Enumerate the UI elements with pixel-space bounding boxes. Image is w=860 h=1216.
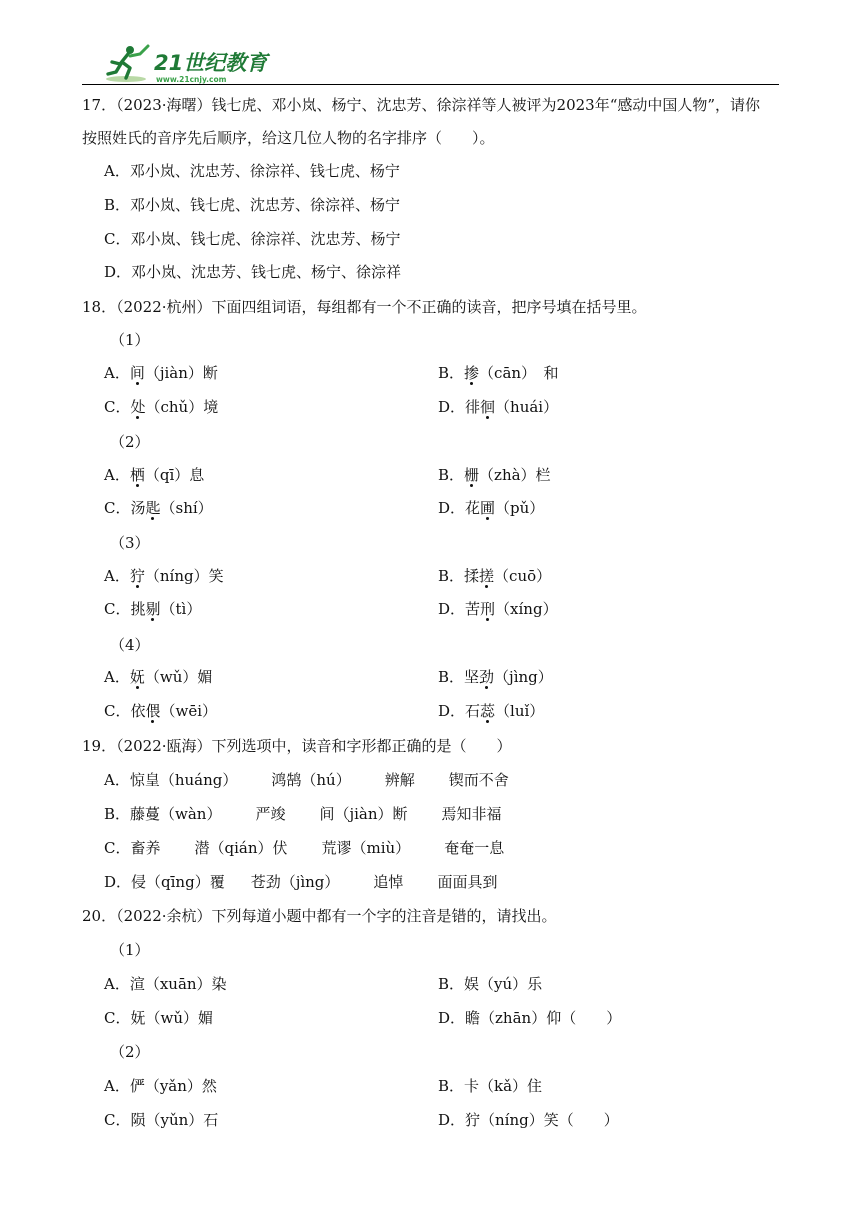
emphasis-dot-char: 搓 <box>479 567 495 585</box>
q17-option-c: C．邓小岚、钱七虎、徐淙祥、沈忠芳、杨宁 <box>104 230 401 248</box>
q18-g4-option-b: B．坚劲（jìng） <box>438 668 553 686</box>
q19-stem: 19．（2022·瓯海）下列选项中，读音和字形都正确的是（ ） <box>82 737 512 755</box>
q20-g1-option-a: A．渲（xuān）染 <box>104 975 227 993</box>
q20-group1-label: （1） <box>110 941 150 959</box>
q18-g1-option-a: A．间（jiàn）断 <box>104 364 218 382</box>
emphasis-dot-char: 劲 <box>479 668 495 686</box>
emphasis-dot-char: 处 <box>130 398 146 416</box>
q19-option-a: A．惊皇（huáng） 鸿鹄（hú） 辨解 锲而不舍 <box>104 771 509 789</box>
q18-group2-label: （2） <box>110 433 150 451</box>
q20-g2-option-d: D．狞（níng）笑（ ） <box>438 1111 619 1129</box>
emphasis-dot-char: 妩 <box>129 668 145 686</box>
q17-option-a: A．邓小岚、沈忠芳、徐淙祥、钱七虎、杨宁 <box>104 162 400 180</box>
q18-g4-option-c: C．依偎（wēi） <box>104 702 218 720</box>
q20-g2-option-b: B．卡（kǎ）住 <box>438 1077 543 1095</box>
emphasis-dot-char: 蕊 <box>480 702 496 720</box>
q20-g2-option-c: C．陨（yǔn）石 <box>104 1111 219 1129</box>
q18-g3-option-b: B．揉搓（cuō） <box>438 567 552 585</box>
q18-g1-option-c: C．处（chǔ）境 <box>104 398 219 416</box>
emphasis-dot-char: 偎 <box>145 702 161 720</box>
logo-brand-text: 21世纪教育 <box>154 51 268 75</box>
q20-g1-option-c: C．妩（wǔ）媚 <box>104 1009 213 1027</box>
q20-g2-option-a: A．俨（yǎn）然 <box>104 1077 217 1095</box>
emphasis-dot-char: 狞 <box>129 567 145 585</box>
q18-g2-option-d: D．花圃（pǔ） <box>438 499 545 517</box>
logo-url-text: www.21cnjy.com <box>156 75 227 84</box>
q17-option-b: B．邓小岚、钱七虎、沈忠芳、徐淙祥、杨宁 <box>104 196 401 214</box>
q18-group1-label: （1） <box>110 331 150 349</box>
emphasis-dot-char: 栖 <box>129 466 145 484</box>
q18-g4-option-a: A．妩（wǔ）媚 <box>104 668 213 686</box>
q18-g2-option-b: B．栅（zhà）栏 <box>438 466 551 484</box>
q17-option-d: D．邓小岚、沈忠芳、钱七虎、杨宁、徐淙祥 <box>104 263 402 281</box>
q18-g3-option-d: D．苦刑（xíng） <box>438 600 558 618</box>
q20-group2-label: （2） <box>110 1043 150 1061</box>
q19-option-c: C．畜养 潜（qián）伏 荒谬（miù） 奄奄一息 <box>104 839 505 857</box>
q18-g4-option-d: D．石蕊（luǐ） <box>438 702 545 720</box>
q18-g2-option-c: C．汤匙（shí） <box>104 499 213 517</box>
site-logo <box>104 42 274 86</box>
q18-g1-option-b: B．掺（cān） 和 <box>438 364 559 382</box>
q18-g1-option-d: D．徘徊（huái） <box>438 398 559 416</box>
q20-g1-option-d: D．瞻（zhān）仰（ ） <box>438 1009 622 1027</box>
emphasis-dot-char: 刑 <box>480 600 496 618</box>
emphasis-dot-char: 栅 <box>464 466 480 484</box>
q18-group4-label: （4） <box>110 636 150 654</box>
emphasis-dot-char: 匙 <box>145 499 161 517</box>
q18-g2-option-a: A．栖（qī）息 <box>104 466 205 484</box>
q17-stem-line2: 按照姓氏的音序先后顺序，给这几位人物的名字排序（ ）。 <box>82 129 495 147</box>
q20-stem: 20．（2022·余杭）下列每道小题中都有一个字的注音是错的，请找出。 <box>82 907 557 925</box>
q18-g3-option-c: C．挑剔（tì） <box>104 600 202 618</box>
q18-group3-label: （3） <box>110 534 150 552</box>
emphasis-dot-char: 徊 <box>480 398 496 416</box>
q19-option-b: B．藤蔓（wàn） 严竣 间（jiàn）断 焉知非福 <box>104 805 502 823</box>
emphasis-dot-char: 圃 <box>480 499 496 517</box>
q18-g3-option-a: A．狞（níng）笑 <box>104 567 224 585</box>
logo-graphic <box>104 42 274 86</box>
q18-stem: 18．（2022·杭州）下面四组词语，每组都有一个不正确的读音，把序号填在括号里。 <box>82 298 647 316</box>
header-rule <box>82 84 779 85</box>
emphasis-dot-char: 间 <box>129 364 145 382</box>
emphasis-dot-char: 掺 <box>464 364 480 382</box>
q20-g1-option-b: B．娱（yú）乐 <box>438 975 543 993</box>
q17-stem-line1: 17．（2023·海曙）钱七虎、邓小岚、杨宁、沈忠芳、徐淙祥等人被评为2023年“感动中国人物”，请你 <box>82 96 761 114</box>
q19-option-d: D．侵（qīng）覆 苍劲（jìng） 追悼 面面具到 <box>104 873 498 891</box>
emphasis-dot-char: 剔 <box>145 600 161 618</box>
